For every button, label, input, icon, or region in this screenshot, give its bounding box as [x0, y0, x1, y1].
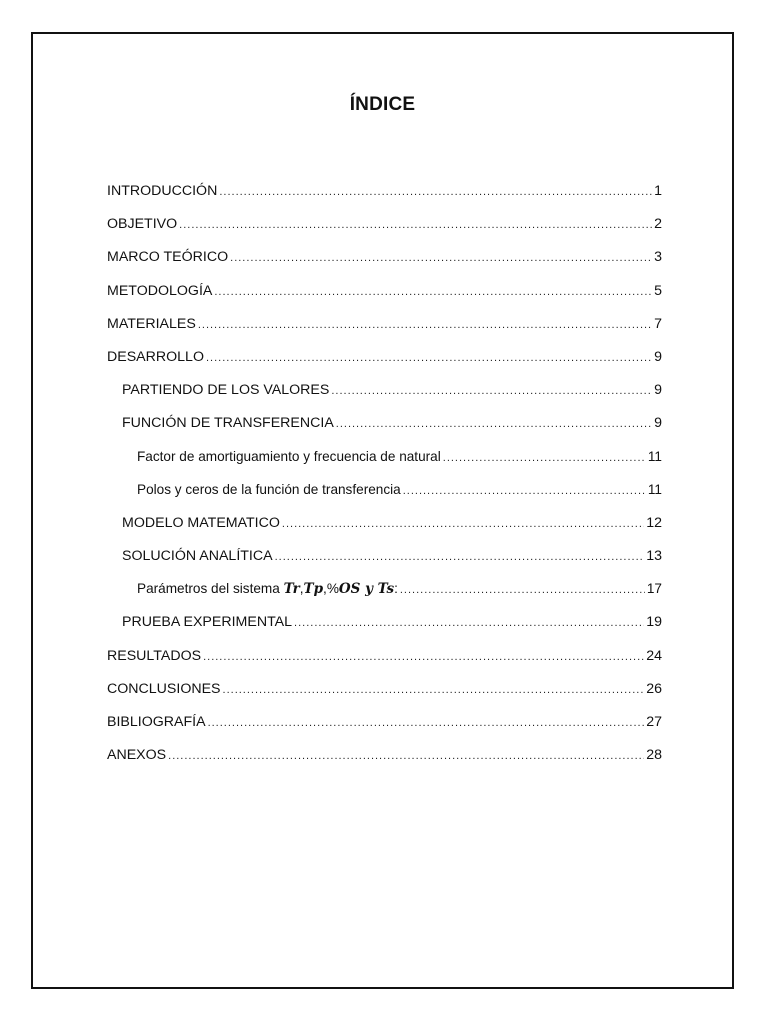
math-symbol-tr: Tr: [283, 581, 300, 598]
dot-leader: [294, 614, 644, 632]
dot-leader: [208, 714, 645, 732]
math-separator: ,%: [323, 581, 339, 597]
toc-page-number: 24: [646, 647, 662, 664]
toc-page-number: 3: [654, 249, 662, 266]
dot-leader: [219, 183, 652, 201]
toc-page-number: 28: [646, 747, 662, 764]
toc-entry-factor-de-amortiguamiento[interactable]: [107, 448, 662, 481]
toc-entry-prueba-experimental[interactable]: [107, 613, 662, 646]
toc-entry-label: DESARROLLO: [107, 348, 204, 365]
toc-entry-label-suffix: :: [394, 581, 398, 597]
toc-page-number: 12: [646, 514, 662, 531]
toc-page-number: 11: [647, 448, 662, 464]
toc-page-number: 11: [647, 481, 662, 497]
toc-entry-marco-teorico[interactable]: [107, 248, 662, 281]
toc-entry-label: INTRODUCCIÓN: [107, 183, 218, 199]
toc-entry-parametros-del-sistema[interactable]: [107, 580, 662, 613]
dot-leader: [275, 548, 645, 566]
toc-entry-label: BIBLIOGRAFÍA: [107, 714, 206, 730]
toc-entry-label: OBJETIVO: [107, 216, 178, 233]
math-symbol-os-ts: OS y Ts: [338, 581, 395, 598]
toc-page-number: 17: [646, 581, 662, 597]
dot-leader: [331, 382, 652, 400]
toc-page-number: 9: [654, 382, 662, 399]
toc-entry-materiales[interactable]: [107, 315, 662, 348]
toc-entry-partiendo-de-los-valores[interactable]: [107, 381, 662, 414]
toc-entry-label: MATERIALES: [107, 315, 196, 332]
toc-entry-introduccion[interactable]: [107, 182, 662, 215]
dot-leader: [336, 415, 652, 433]
dot-leader: [230, 249, 652, 267]
toc-entry-label: FUNCIÓN DE TRANSFERENCIA: [122, 415, 334, 432]
toc-entry-label: MARCO TEÓRICO: [107, 249, 229, 266]
toc-entry-resultados[interactable]: [107, 647, 662, 680]
toc-entry-bibliografia[interactable]: [107, 713, 662, 746]
document-page: [31, 32, 734, 989]
toc-entry-label: [137, 580, 398, 598]
toc-entry-label: Polos y ceros de la función de transferencia: [137, 481, 401, 497]
toc-entry-label: CONCLUSIONES: [107, 680, 221, 697]
toc-page-number: 5: [654, 282, 662, 299]
toc-entry-label: PARTIENDO DE LOS VALORES: [122, 382, 330, 399]
toc-entry-polos-y-ceros[interactable]: [107, 481, 662, 514]
toc-entry-label-prefix: Parámetros del sistema: [137, 581, 284, 597]
toc-entry-funcion-de-transferencia[interactable]: [107, 414, 662, 447]
dot-leader: [168, 747, 644, 765]
toc-entry-label: SOLUCIÓN ANALÍTICA: [122, 548, 273, 565]
dot-leader: [443, 449, 646, 467]
toc-page-number: 26: [646, 680, 662, 697]
toc-page-number: 13: [646, 548, 662, 565]
toc-entry-label: MODELO MATEMATICO: [122, 514, 280, 531]
toc-page-number: 7: [654, 315, 662, 332]
math-symbol-tp: Tp: [303, 581, 324, 598]
dot-leader: [403, 482, 646, 500]
toc-entry-solucion-analitica[interactable]: [107, 547, 662, 580]
dot-leader: [282, 515, 644, 533]
dot-leader: [179, 216, 652, 234]
toc-entry-label: ANEXOS: [107, 747, 167, 764]
toc-page-number: 9: [654, 415, 662, 432]
page-title: ÍNDICE: [349, 94, 416, 115]
toc-entry-label: PRUEBA EXPERIMENTAL: [122, 614, 293, 631]
dot-leader: [206, 349, 652, 367]
dot-leader: [400, 581, 645, 599]
dot-leader: [198, 316, 652, 334]
table-of-contents: [107, 182, 662, 779]
toc-page-number: 19: [646, 614, 662, 631]
toc-entry-desarrollo[interactable]: [107, 348, 662, 381]
toc-page-number: 2: [654, 216, 662, 233]
toc-entry-anexos[interactable]: [107, 746, 662, 779]
math-separator: ,: [299, 581, 304, 597]
toc-page-number: 1: [654, 183, 662, 199]
toc-entry-conclusiones[interactable]: [107, 680, 662, 713]
dot-leader: [223, 681, 645, 699]
toc-entry-label: RESULTADOS: [107, 647, 202, 664]
dot-leader: [203, 648, 644, 666]
toc-entry-label: METODOLOGÍA: [107, 282, 213, 299]
toc-page-number: 27: [646, 714, 662, 730]
toc-entry-objetivo[interactable]: [107, 215, 662, 248]
dot-leader: [214, 283, 652, 301]
toc-entry-label: Factor de amortiguamiento y frecuencia de natural: [137, 448, 441, 464]
toc-entry-metodologia[interactable]: [107, 282, 662, 315]
toc-entry-modelo-matematico[interactable]: [107, 514, 662, 547]
toc-page-number: 9: [654, 348, 662, 365]
